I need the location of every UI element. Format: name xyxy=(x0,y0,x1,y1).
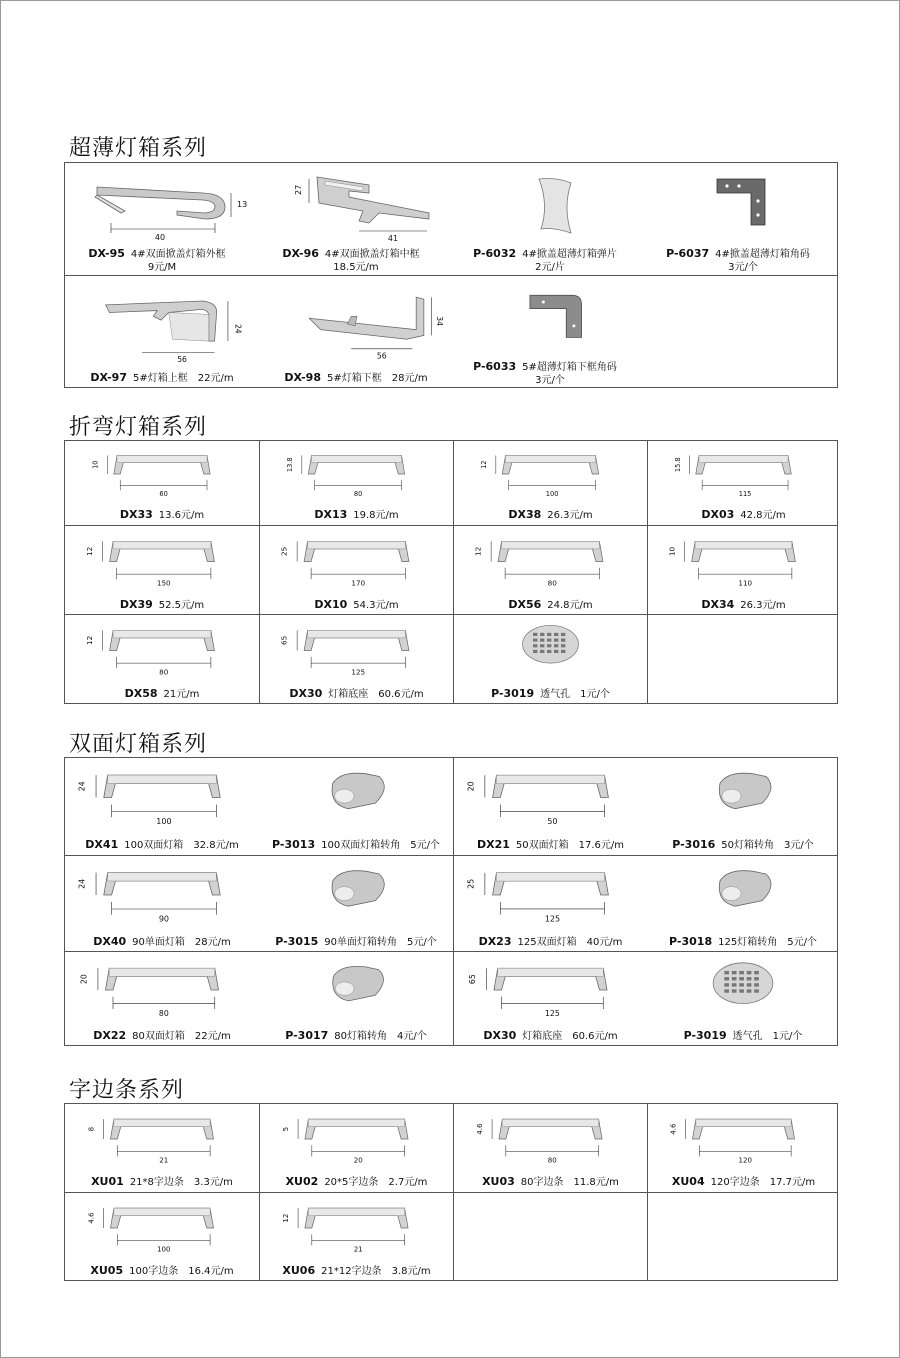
dimension-width: 80 xyxy=(159,667,169,677)
profile-drawing xyxy=(65,445,259,503)
product-desc: 21*12字边条 xyxy=(321,1266,382,1277)
product-price: 22元/m xyxy=(194,1031,231,1042)
dimension-height: 27 xyxy=(294,184,303,195)
product-caption xyxy=(259,839,453,852)
product-caption xyxy=(454,688,647,701)
product-code: P-3017 xyxy=(285,1029,329,1042)
product-desc: 5#超薄灯箱下框角码 xyxy=(522,362,617,373)
product-caption xyxy=(260,1176,453,1189)
product-caption xyxy=(65,688,259,701)
product-code: DX38 xyxy=(508,508,542,521)
product-code: XU01 xyxy=(91,1175,124,1188)
product-code: DX-98 xyxy=(284,371,321,384)
product-card[interactable] xyxy=(259,163,453,275)
grid-row xyxy=(65,614,837,704)
product-desc: 90单面灯箱转角 xyxy=(324,937,398,948)
product-card[interactable] xyxy=(453,1104,647,1192)
dimension-width: 60 xyxy=(159,490,168,499)
dimension-width: 120 xyxy=(738,1155,752,1165)
product-code: DX22 xyxy=(93,1029,127,1042)
product-code: DX21 xyxy=(476,838,510,851)
product-caption xyxy=(647,839,839,852)
product-card[interactable] xyxy=(453,276,647,388)
profile-drawing xyxy=(260,1197,453,1259)
product-price: 21元/m xyxy=(163,689,200,700)
product-code: DX03 xyxy=(701,508,735,521)
section-title-ultrathin: 超薄灯箱系列 xyxy=(69,136,208,161)
product-code: DX40 xyxy=(93,935,127,948)
dimension-width: 170 xyxy=(351,578,366,588)
profile-drawing xyxy=(648,530,839,593)
product-code: XU02 xyxy=(285,1175,319,1188)
accessory-drawing xyxy=(453,280,647,366)
product-code: DX56 xyxy=(508,598,542,611)
profile-drawing xyxy=(260,530,453,593)
product-card[interactable] xyxy=(65,526,259,615)
product-code: XU05 xyxy=(90,1264,124,1277)
dimension-width: 100 xyxy=(156,817,172,827)
product-price: 2.7元/m xyxy=(388,1177,428,1188)
product-price: 5元/个 xyxy=(410,840,440,851)
product-code: P-3015 xyxy=(275,935,319,948)
product-desc: 4#掀盖超薄灯箱弹片 xyxy=(522,249,617,260)
product-code: DX-95 xyxy=(88,247,125,260)
product-caption xyxy=(65,1176,259,1189)
section-title-letter-edge: 字边条系列 xyxy=(69,1078,185,1103)
profile-drawing xyxy=(65,762,259,833)
profile-drawing xyxy=(65,167,259,253)
product-price: 13.6元/m xyxy=(158,510,205,521)
product-price: 1元/个 xyxy=(580,689,610,700)
product-desc: 80字边条 xyxy=(520,1177,564,1188)
product-code: DX33 xyxy=(119,508,153,521)
product-desc: 100双面灯箱 xyxy=(124,840,184,851)
product-caption xyxy=(260,688,453,701)
accessory-drawing xyxy=(647,762,839,833)
product-desc: 4#双面掀盖灯箱外框 xyxy=(130,249,226,260)
product-card[interactable] xyxy=(65,1104,259,1192)
product-code: XU03 xyxy=(482,1175,515,1188)
grid-bending xyxy=(64,440,838,704)
product-desc: 100双面灯箱转角 xyxy=(321,840,401,851)
dimension-height: 20 xyxy=(466,781,476,792)
product-price: 11.8元/m xyxy=(573,1177,619,1188)
product-desc: 20*5字边条 xyxy=(324,1177,379,1188)
dimension-height: 4.6 xyxy=(474,1123,484,1135)
grid-row xyxy=(65,855,837,952)
product-card[interactable] xyxy=(647,856,839,952)
product-caption xyxy=(259,372,453,385)
dimension-width: 115 xyxy=(738,490,752,499)
dimension-height: 24 xyxy=(77,781,87,792)
product-caption xyxy=(454,509,647,522)
dimension-width: 21 xyxy=(159,1155,169,1165)
product-card[interactable] xyxy=(647,952,839,1046)
product-caption xyxy=(648,509,839,522)
dimension-height: 65 xyxy=(468,974,478,985)
product-card[interactable] xyxy=(65,1193,259,1281)
dimension-width: 80 xyxy=(158,1008,169,1018)
product-caption xyxy=(260,509,453,522)
profile-drawing xyxy=(454,1108,647,1170)
profile-drawing xyxy=(454,530,647,593)
product-card[interactable] xyxy=(453,952,647,1046)
product-caption xyxy=(260,1265,453,1278)
dimension-width: 125 xyxy=(351,667,366,677)
empty-cell xyxy=(453,1193,647,1281)
product-price: 19.8元/m xyxy=(353,510,399,521)
dimension-height: 24 xyxy=(77,878,87,889)
grid-row xyxy=(65,951,837,1046)
dimension-height: 4.6 xyxy=(86,1212,96,1224)
product-caption xyxy=(454,839,647,852)
dimension-width: 125 xyxy=(544,914,561,924)
product-desc: 灯箱底座 xyxy=(522,1031,563,1042)
product-card[interactable] xyxy=(259,758,453,855)
product-caption xyxy=(65,1265,259,1278)
product-code: P-3019 xyxy=(683,1029,727,1042)
dimension-width: 50 xyxy=(547,816,558,826)
product-card[interactable] xyxy=(647,441,839,525)
grid-doublesided xyxy=(64,757,838,1046)
product-price: 4元/个 xyxy=(397,1031,427,1042)
product-price: 17.7元/m xyxy=(769,1177,816,1188)
profile-drawing xyxy=(65,530,259,593)
product-caption xyxy=(454,599,647,612)
dimension-height: 8 xyxy=(86,1126,96,1132)
product-price: 26.3元/m xyxy=(547,510,593,521)
dimension-height: 12 xyxy=(85,635,95,645)
product-code: XU04 xyxy=(671,1175,705,1188)
product-price: 2元/片 xyxy=(535,262,565,273)
product-card[interactable] xyxy=(259,952,453,1046)
product-card[interactable] xyxy=(65,758,259,855)
dimension-width: 80 xyxy=(353,490,363,499)
grid-row xyxy=(65,1192,837,1281)
accessory-drawing xyxy=(453,167,647,253)
dimension-height: 24 xyxy=(233,323,243,334)
product-caption xyxy=(454,1176,647,1189)
product-code: P-3018 xyxy=(669,935,713,948)
product-price: 40元/m xyxy=(586,937,623,948)
profile-drawing xyxy=(454,445,647,503)
profile-drawing xyxy=(260,1108,453,1170)
product-caption xyxy=(647,936,839,949)
product-price: 5元/个 xyxy=(407,937,437,948)
product-desc: 50灯箱转角 xyxy=(721,840,775,851)
dimension-height: 12 xyxy=(280,1213,290,1223)
profile-drawing xyxy=(65,1108,259,1170)
dimension-width: 56 xyxy=(177,355,187,365)
product-code: P-3016 xyxy=(672,838,716,851)
product-desc: 120字边条 xyxy=(710,1177,760,1188)
product-card[interactable] xyxy=(259,276,453,388)
product-code: DX39 xyxy=(119,598,153,611)
product-card[interactable] xyxy=(453,163,647,275)
grid-row xyxy=(65,441,837,525)
product-code: DX10 xyxy=(314,598,348,611)
product-caption xyxy=(259,1030,453,1043)
product-price: 28元/m xyxy=(194,937,231,948)
product-price: 18.5元/m xyxy=(333,262,379,273)
profile-drawing xyxy=(454,860,647,930)
dimension-width: 40 xyxy=(154,233,166,242)
product-price: 28元/m xyxy=(391,373,428,384)
product-caption xyxy=(454,936,647,949)
product-card[interactable] xyxy=(65,276,259,388)
dimension-height: 10 xyxy=(91,460,100,469)
product-desc: 80双面灯箱 xyxy=(132,1031,185,1042)
product-code: DX-97 xyxy=(90,371,127,384)
dimension-width: 90 xyxy=(158,914,170,924)
product-price: 54.3元/m xyxy=(353,600,399,611)
product-desc: 灯箱底座 xyxy=(328,689,369,700)
dimension-height: 15.8 xyxy=(673,457,682,473)
product-card[interactable] xyxy=(259,615,453,704)
product-desc: 4#掀盖超薄灯箱角码 xyxy=(715,249,810,260)
accessory-drawing xyxy=(647,167,839,253)
profile-drawing xyxy=(260,619,453,682)
product-code: DX-96 xyxy=(282,247,319,260)
product-caption xyxy=(648,599,839,612)
product-price: 3.3元/m xyxy=(193,1177,233,1188)
product-card[interactable] xyxy=(65,952,259,1046)
dimension-height: 5 xyxy=(280,1126,290,1132)
dimension-width: 80 xyxy=(547,1155,557,1165)
product-card[interactable] xyxy=(647,526,839,615)
profile-drawing xyxy=(259,167,453,253)
product-desc: 透气孔 xyxy=(540,689,571,700)
grid-row xyxy=(65,758,837,855)
dimension-width: 100 xyxy=(156,1244,171,1254)
product-price: 3.8元/m xyxy=(391,1266,431,1277)
dimension-width: 110 xyxy=(738,578,753,588)
profile-drawing xyxy=(454,956,647,1024)
grid-letter-edge xyxy=(64,1103,838,1281)
empty-cell xyxy=(647,1193,839,1281)
product-caption xyxy=(260,599,453,612)
dimension-width: 41 xyxy=(387,234,399,243)
profile-drawing xyxy=(65,619,259,682)
product-caption xyxy=(454,1030,647,1043)
product-code: DX30 xyxy=(483,1029,517,1042)
product-card[interactable] xyxy=(259,1193,453,1281)
dimension-height: 25 xyxy=(466,878,476,889)
section-title-bending: 折弯灯箱系列 xyxy=(69,415,208,440)
product-card[interactable] xyxy=(65,163,259,275)
product-caption xyxy=(647,1030,839,1043)
dimension-width: 20 xyxy=(353,1155,363,1165)
product-price: 16.4元/m xyxy=(188,1266,234,1277)
dimension-height: 34 xyxy=(435,316,445,327)
product-price: 52.5元/m xyxy=(158,600,205,611)
product-price: 17.6元/m xyxy=(578,840,625,851)
product-desc: 透气孔 xyxy=(732,1031,763,1042)
product-desc: 100字边条 xyxy=(129,1266,179,1277)
grid-row xyxy=(65,1104,837,1192)
product-price: 60.6元/m xyxy=(572,1031,618,1042)
product-card[interactable] xyxy=(647,1104,839,1192)
product-card[interactable] xyxy=(259,1104,453,1192)
product-card[interactable] xyxy=(65,441,259,525)
product-caption xyxy=(259,936,453,949)
dimension-height: 25 xyxy=(279,546,289,556)
dimension-height: 12 xyxy=(473,546,483,556)
profile-drawing xyxy=(260,445,453,503)
product-price: 32.8元/m xyxy=(193,840,239,851)
accessory-drawing xyxy=(647,956,839,1024)
profile-drawing xyxy=(648,1108,839,1170)
dimension-height: 65 xyxy=(279,635,289,645)
product-card[interactable] xyxy=(647,163,839,275)
dimension-height: 13 xyxy=(237,200,248,209)
dimension-width: 100 xyxy=(545,490,559,499)
grid-row xyxy=(65,525,837,615)
empty-cell xyxy=(647,615,839,704)
accessory-drawing xyxy=(259,860,453,930)
product-code: DX23 xyxy=(478,935,512,948)
profile-drawing xyxy=(454,762,647,833)
product-card[interactable] xyxy=(453,441,647,525)
profile-drawing xyxy=(648,445,839,503)
product-caption xyxy=(648,1176,839,1189)
dimension-height: 10 xyxy=(667,546,677,556)
product-desc: 125双面灯箱 xyxy=(517,937,577,948)
product-card[interactable] xyxy=(453,615,647,704)
dimension-width: 150 xyxy=(156,578,171,588)
grid-ultrathin xyxy=(64,162,838,388)
product-price: 3元/个 xyxy=(535,375,565,386)
product-price: 60.6元/m xyxy=(378,689,424,700)
profile-drawing xyxy=(65,280,259,366)
product-price: 5元/个 xyxy=(787,937,817,948)
product-desc: 90单面灯箱 xyxy=(132,937,185,948)
dimension-height: 12 xyxy=(85,546,95,556)
product-price: 24.8元/m xyxy=(547,600,593,611)
dimension-width: 80 xyxy=(547,578,557,588)
product-card[interactable] xyxy=(453,526,647,615)
grid-row xyxy=(65,275,837,388)
product-caption xyxy=(65,1030,259,1043)
product-desc: 5#灯箱下框 xyxy=(327,373,382,384)
profile-drawing xyxy=(65,956,259,1024)
dimension-height: 12 xyxy=(480,460,489,469)
product-caption xyxy=(65,509,259,522)
product-card[interactable] xyxy=(453,758,647,855)
product-code: DX13 xyxy=(314,508,348,521)
product-code: P-3013 xyxy=(272,838,316,851)
product-price: 9元/M xyxy=(147,262,177,273)
product-price: 42.8元/m xyxy=(740,510,786,521)
product-code: DX41 xyxy=(85,838,119,851)
product-code: P-6032 xyxy=(473,247,517,260)
profile-drawing xyxy=(65,1197,259,1259)
product-code: P-3019 xyxy=(491,687,535,700)
product-code: DX34 xyxy=(701,598,735,611)
dimension-height: 20 xyxy=(79,974,89,985)
dimension-width: 125 xyxy=(544,1008,560,1018)
dimension-height: 4.6 xyxy=(668,1123,678,1135)
dimension-width: 56 xyxy=(376,351,387,361)
product-desc: 50双面灯箱 xyxy=(515,840,569,851)
product-card[interactable] xyxy=(259,856,453,952)
product-caption xyxy=(65,839,259,852)
product-price: 3元/个 xyxy=(728,262,758,273)
dimension-height: 13.8 xyxy=(286,457,295,473)
product-desc: 80灯箱转角 xyxy=(334,1031,388,1042)
product-caption xyxy=(65,372,259,385)
product-caption xyxy=(65,936,259,949)
product-price: 1元/个 xyxy=(772,1031,803,1042)
product-card[interactable] xyxy=(647,758,839,855)
accessory-drawing xyxy=(259,956,453,1024)
dimension-width: 21 xyxy=(353,1244,363,1254)
product-code: DX58 xyxy=(124,687,158,700)
product-price: 22元/m xyxy=(197,373,234,384)
product-caption xyxy=(65,599,259,612)
product-card[interactable] xyxy=(65,856,259,952)
product-desc: 4#双面掀盖灯箱中框 xyxy=(324,249,420,260)
product-code: XU06 xyxy=(282,1264,316,1277)
profile-drawing xyxy=(65,860,259,930)
accessory-drawing xyxy=(647,860,839,930)
product-card[interactable] xyxy=(453,856,647,952)
accessory-drawing xyxy=(454,619,647,682)
section-title-doublesided: 双面灯箱系列 xyxy=(69,732,208,757)
product-code: P-6033 xyxy=(473,360,517,373)
product-code: P-6037 xyxy=(666,247,710,260)
accessory-drawing xyxy=(259,762,453,833)
product-price: 26.3元/m xyxy=(740,600,786,611)
product-card[interactable] xyxy=(259,441,453,525)
product-price: 3元/个 xyxy=(784,840,814,851)
product-desc: 5#灯箱上框 xyxy=(133,373,188,384)
product-code: DX30 xyxy=(289,687,323,700)
profile-drawing xyxy=(259,280,453,366)
product-card[interactable] xyxy=(65,615,259,704)
product-card[interactable] xyxy=(259,526,453,615)
product-desc: 125灯箱转角 xyxy=(718,937,778,948)
product-desc: 21*8字边条 xyxy=(129,1177,184,1188)
grid-row xyxy=(65,163,837,275)
